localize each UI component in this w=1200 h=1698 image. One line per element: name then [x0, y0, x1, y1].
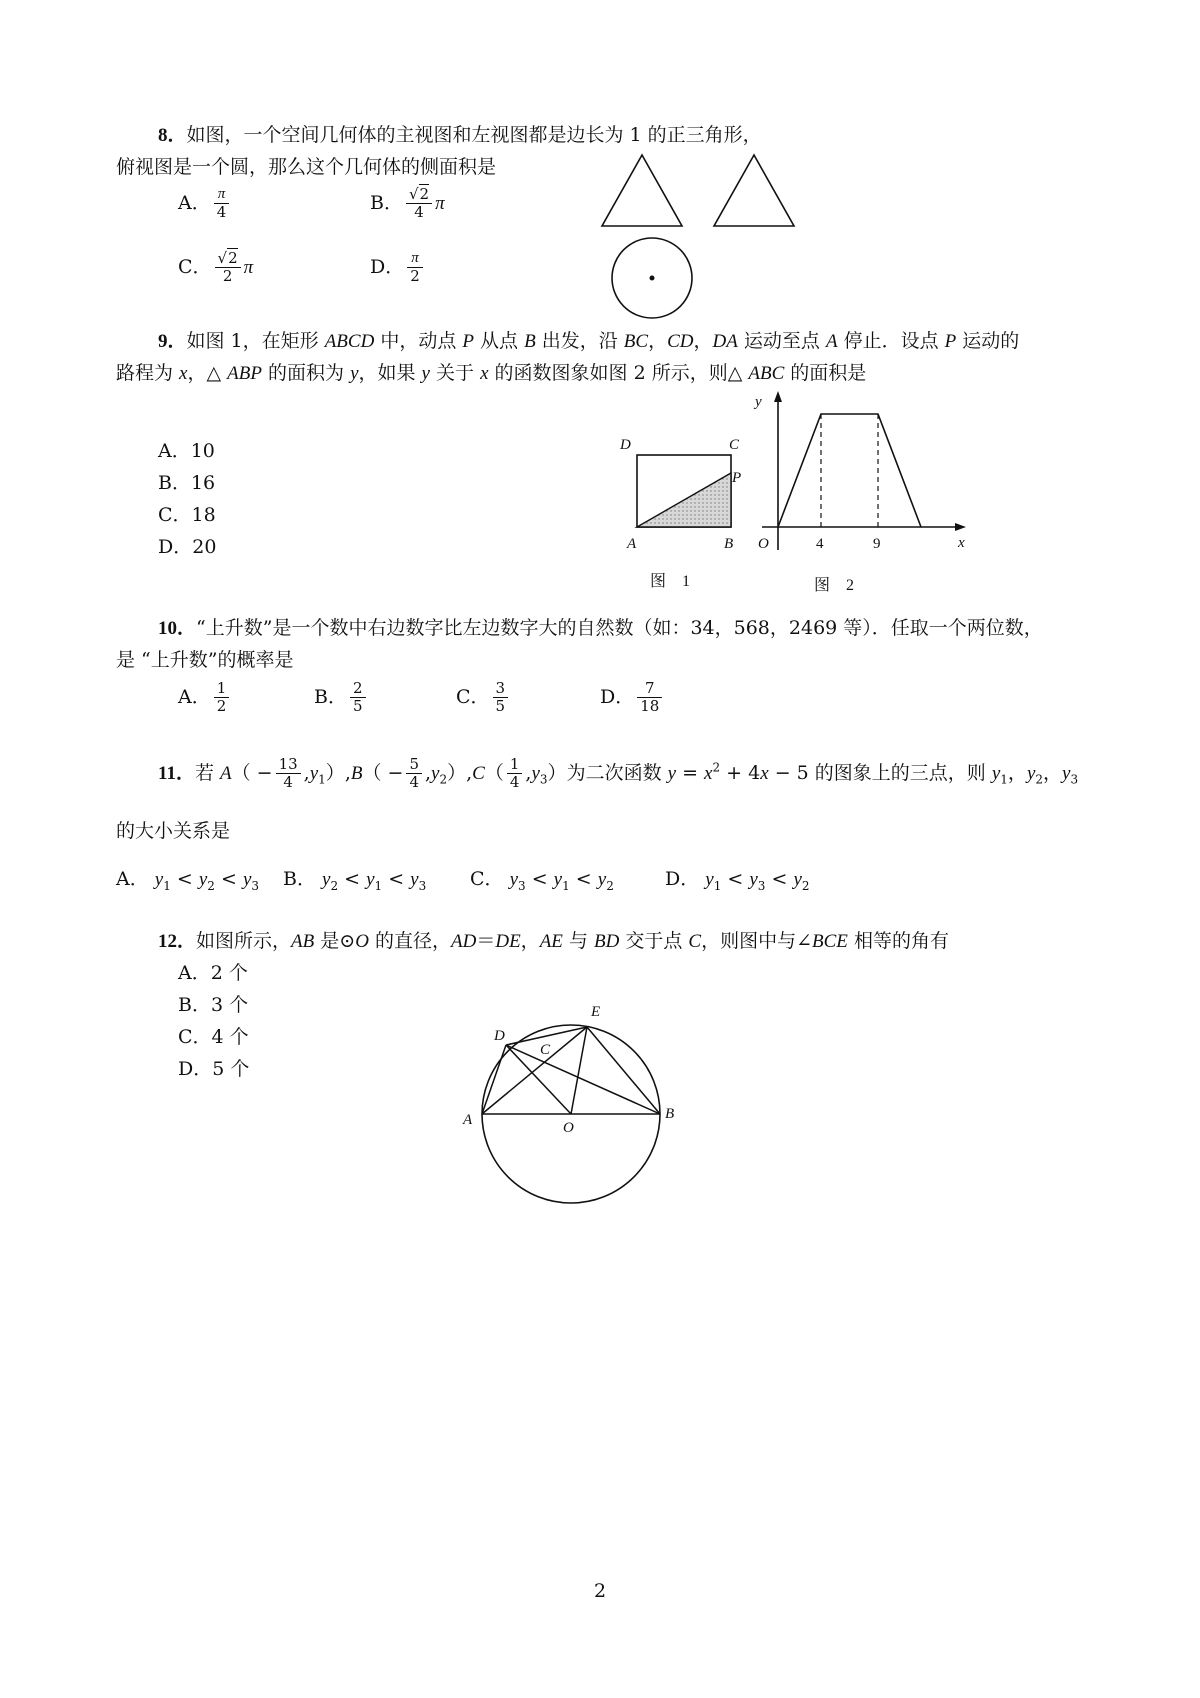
q9-option-c: C．18: [158, 504, 216, 526]
q12-line1: 12．如图所示，AB 是⊙O 的直径，AD＝DE，AE 与 BD 交于点 C，则图中与∠BCE 相等的角有: [158, 930, 949, 952]
tick-label-9: 9: [873, 536, 881, 552]
label-a: A: [627, 536, 637, 552]
q9-option-b: B．16: [158, 472, 216, 494]
label-e: E: [591, 1004, 601, 1020]
q10-line1: 10．“上升数”是一个数中右边数字比左边数字大的自然数（如：34，568，2469 等）．任取一个两位数，: [158, 617, 1043, 639]
q11-option-b: B． $y_2 < y_1 < y_3$: [283, 868, 427, 893]
q8-number: 8．: [158, 125, 187, 146]
fig2-caption: 图 2: [814, 577, 855, 594]
y-axis-arrow: [774, 391, 782, 402]
shaded-triangle-abp: [637, 473, 731, 527]
label-d: D: [494, 1028, 505, 1044]
q11-option-d: D． $y_1 < y_3 < y_2$: [665, 868, 810, 893]
q9-line2: 路程为 x，△ ABP 的面积为 y，如果 y 关于 x 的函数图象如图 2 所示，则△ ABC 的面积是: [116, 362, 867, 384]
q12-option-b: B．3 个: [178, 994, 249, 1016]
axis-label-x: x: [958, 535, 965, 551]
q9-line1: 9．如图 1，在矩形 ABCD 中，动点 P 从点 B 出发，沿 BC，CD，DA 运动至点 A 停止．设点 P 运动的: [158, 330, 1020, 352]
label-p: P: [732, 470, 742, 486]
q10-option-c: C． $\frac{3}{5}$: [456, 680, 511, 716]
function-graph: [778, 414, 921, 527]
label-a: A: [463, 1112, 473, 1128]
q10-option-d: D． $\frac{7}{18}$: [600, 680, 665, 716]
label-b: B: [724, 536, 734, 552]
q8-option-b: B． $\frac{√2}{4}$ π: [370, 185, 445, 222]
q12-circle-figure: [455, 990, 695, 1210]
q10-line2: 是 “上升数”的概率是: [116, 649, 294, 671]
q9-option-a: A．10: [158, 440, 215, 462]
label-d: D: [620, 437, 631, 453]
q8-line2: 俯视图是一个圆，那么这个几何体的侧面积是: [116, 156, 497, 178]
q9-option-d: D．20: [158, 536, 217, 558]
segment-eo: [571, 1027, 587, 1114]
q10-number: 10．: [158, 618, 197, 639]
q11-line2: 的大小关系是: [116, 820, 231, 842]
origin-label: O: [758, 536, 769, 552]
axis-label-y: y: [755, 394, 762, 410]
q8-text1: 如图，一个空间几何体的主视图和左视图都是边长为 1 的正三角形，: [186, 124, 762, 146]
q8-three-view-figure: [600, 150, 800, 320]
q11-option-c: C． $y_3 < y_1 < y_2$: [470, 868, 614, 893]
segment-do: [506, 1045, 571, 1114]
circle-center-dot: [650, 276, 655, 281]
q8-option-d: D． $\frac{\pi}{2}$: [370, 250, 426, 286]
tick-label-4: 4: [816, 536, 824, 552]
q8-line1: [158, 120, 762, 147]
q12-option-a: A．2 个: [178, 962, 248, 984]
q11-line1: 11．若 A（ − $\frac{13}{4}$ $,y_1),B$（ − $\frac{5}{4}$ $,y_2),C$（ $\frac{1}{4}$ $,y_3$）为二次函数 $y = x^2 + 4x - 5$ 的图象上的三点，则 $y_1$，$y_2$，$y_3$: [158, 755, 1079, 792]
q10-option-b: B． $\frac{2}{5}$: [314, 680, 369, 716]
q12-number: 12．: [158, 931, 197, 952]
q10-option-a: A． $\frac{1}{2}$: [178, 680, 232, 716]
label-c: C: [540, 1042, 551, 1058]
q9-number: 9．: [158, 331, 187, 352]
label-b: B: [665, 1106, 675, 1122]
side-view-triangle: [714, 155, 794, 226]
q11-number: 11．: [158, 762, 195, 784]
page-number: 2: [594, 1580, 607, 1602]
q11-option-a: A． $y_1 < y_2 < y_3$: [116, 868, 260, 893]
q8-option-a: A． $\frac{\pi}{4}$: [178, 186, 232, 222]
label-o: O: [563, 1120, 574, 1136]
q9-figures: [610, 390, 980, 600]
q12-option-c: C．4 个: [178, 1026, 249, 1048]
label-c: C: [729, 437, 740, 453]
q12-option-d: D．5 个: [178, 1058, 250, 1080]
x-axis-arrow: [955, 523, 966, 531]
front-view-triangle: [602, 155, 682, 226]
q8-option-c: C． $\frac{√2}{2}$ π: [178, 249, 254, 286]
fig1-caption: 图 1: [650, 573, 691, 590]
